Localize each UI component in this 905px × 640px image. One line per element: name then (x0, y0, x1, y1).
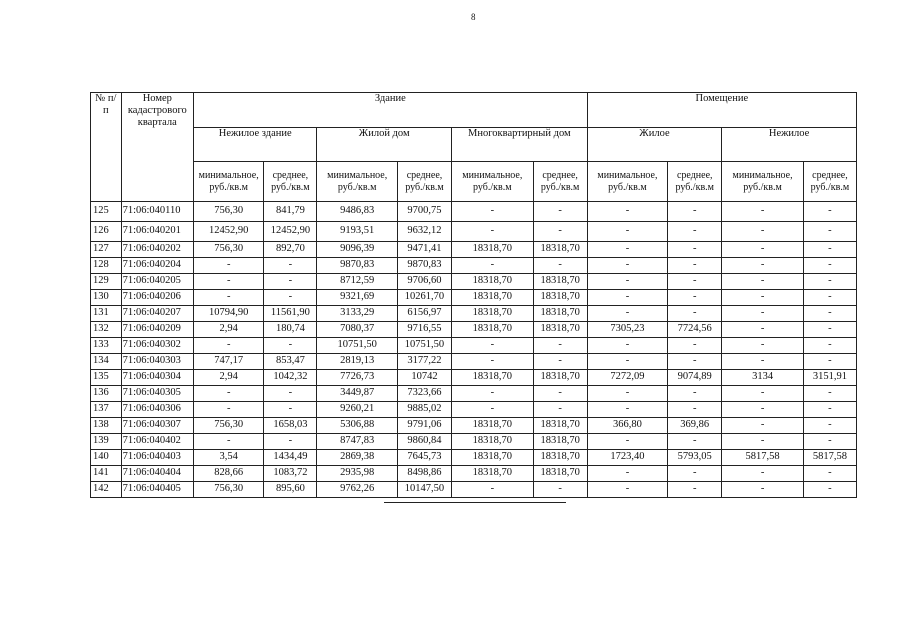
header-avg: среднее, руб./кв.м (264, 162, 317, 202)
row-number: 134 (91, 354, 122, 370)
value-cell: - (722, 434, 804, 450)
value-cell: 756,30 (194, 242, 264, 258)
value-cell: - (194, 258, 264, 274)
value-cell: 3449,87 (317, 386, 398, 402)
value-cell: 9260,21 (317, 402, 398, 418)
value-cell: - (587, 242, 668, 258)
value-cell: - (264, 338, 317, 354)
value-cell: 6156,97 (397, 306, 451, 322)
value-cell: 9096,39 (317, 242, 398, 258)
table-row (91, 370, 857, 386)
value-cell: 366,80 (587, 418, 668, 434)
value-cell: - (668, 274, 722, 290)
value-cell: 9074,89 (668, 370, 722, 386)
value-cell: 2,94 (194, 370, 264, 386)
value-cell: - (803, 338, 856, 354)
value-cell: 18318,70 (452, 418, 534, 434)
value-cell: - (668, 338, 722, 354)
value-cell: 3151,91 (803, 370, 856, 386)
value-cell: - (668, 386, 722, 402)
value-cell: 9471,41 (397, 242, 451, 258)
value-cell: 18318,70 (533, 450, 587, 466)
value-cell: - (533, 258, 587, 274)
value-cell: 10147,50 (397, 482, 451, 498)
header-num: № п/п (91, 93, 122, 202)
value-cell: - (722, 354, 804, 370)
value-cell: - (533, 354, 587, 370)
quarter-number: 71:06:040201 (121, 222, 193, 242)
header-min: минимальное, руб./кв.м (452, 162, 534, 202)
value-cell: 9791,06 (397, 418, 451, 434)
value-cell: - (264, 434, 317, 450)
header-min: минимальное, руб./кв.м (194, 162, 264, 202)
value-cell: - (803, 354, 856, 370)
value-cell: - (194, 338, 264, 354)
value-cell: - (452, 386, 534, 402)
value-cell: - (722, 402, 804, 418)
value-cell: - (533, 402, 587, 418)
value-cell: 1083,72 (264, 466, 317, 482)
row-number: 128 (91, 258, 122, 274)
cadastral-value-table (90, 92, 857, 498)
value-cell: - (668, 466, 722, 482)
value-cell: - (452, 258, 534, 274)
value-cell: - (587, 306, 668, 322)
value-cell: - (668, 306, 722, 322)
row-number: 126 (91, 222, 122, 242)
value-cell: - (452, 354, 534, 370)
value-cell: 3177,22 (397, 354, 451, 370)
header-premises: Помещение (587, 93, 856, 128)
quarter-number: 71:06:040207 (121, 306, 193, 322)
value-cell: 18318,70 (452, 466, 534, 482)
value-cell: - (452, 222, 534, 242)
value-cell: 9716,55 (397, 322, 451, 338)
value-cell: 1658,03 (264, 418, 317, 434)
value-cell: - (668, 258, 722, 274)
page-number: 8 (471, 12, 476, 22)
table-row (91, 290, 857, 306)
value-cell: 18318,70 (533, 418, 587, 434)
value-cell: 10794,90 (194, 306, 264, 322)
value-cell: - (722, 466, 804, 482)
value-cell: - (722, 386, 804, 402)
value-cell: 7305,23 (587, 322, 668, 338)
table-row (91, 386, 857, 402)
value-cell: 18318,70 (452, 274, 534, 290)
value-cell: 180,74 (264, 322, 317, 338)
value-cell: - (722, 338, 804, 354)
value-cell: - (587, 402, 668, 418)
value-cell: - (264, 290, 317, 306)
value-cell: - (803, 402, 856, 418)
bottom-rule (384, 502, 566, 503)
table-row (91, 258, 857, 274)
value-cell: 756,30 (194, 202, 264, 222)
value-cell: 10751,50 (397, 338, 451, 354)
value-cell: - (668, 222, 722, 242)
value-cell: - (803, 386, 856, 402)
value-cell: 9870,83 (317, 258, 398, 274)
value-cell: - (668, 402, 722, 418)
header-house: Жилой дом (317, 128, 452, 162)
value-cell: 18318,70 (533, 370, 587, 386)
value-cell: 1434,49 (264, 450, 317, 466)
value-cell: - (587, 222, 668, 242)
value-cell: - (722, 306, 804, 322)
value-cell: 9632,12 (397, 222, 451, 242)
value-cell: 10261,70 (397, 290, 451, 306)
value-cell: - (803, 466, 856, 482)
value-cell: 18318,70 (533, 306, 587, 322)
value-cell: 11561,90 (264, 306, 317, 322)
value-cell: 18318,70 (533, 466, 587, 482)
value-cell: - (722, 258, 804, 274)
table-row (91, 274, 857, 290)
value-cell: - (194, 386, 264, 402)
value-cell: 3,54 (194, 450, 264, 466)
value-cell: - (803, 322, 856, 338)
row-number: 137 (91, 402, 122, 418)
value-cell: - (803, 482, 856, 498)
value-cell: - (194, 290, 264, 306)
value-cell: 3134 (722, 370, 804, 386)
quarter-number: 71:06:040402 (121, 434, 193, 450)
value-cell: 5817,58 (722, 450, 804, 466)
row-number: 131 (91, 306, 122, 322)
value-cell: - (194, 434, 264, 450)
quarter-number: 71:06:040404 (121, 466, 193, 482)
value-cell: 2935,98 (317, 466, 398, 482)
value-cell: 18318,70 (452, 322, 534, 338)
header-nonres-building: Нежилое здание (194, 128, 317, 162)
value-cell: - (803, 418, 856, 434)
value-cell: 7323,66 (397, 386, 451, 402)
value-cell: - (533, 202, 587, 222)
value-cell: - (452, 402, 534, 418)
value-cell: 1042,32 (264, 370, 317, 386)
value-cell: 9860,84 (397, 434, 451, 450)
value-cell: - (587, 274, 668, 290)
row-number: 133 (91, 338, 122, 354)
value-cell: - (803, 202, 856, 222)
value-cell: 9885,02 (397, 402, 451, 418)
quarter-number: 71:06:040303 (121, 354, 193, 370)
quarter-number: 71:06:040307 (121, 418, 193, 434)
quarter-number: 71:06:040403 (121, 450, 193, 466)
value-cell: - (587, 482, 668, 498)
value-cell: - (587, 338, 668, 354)
value-cell: 7645,73 (397, 450, 451, 466)
table-row (91, 222, 857, 242)
value-cell: 18318,70 (452, 290, 534, 306)
header-min: минимальное, руб./кв.м (317, 162, 398, 202)
value-cell: - (533, 482, 587, 498)
value-cell: 12452,90 (264, 222, 317, 242)
value-cell: - (194, 402, 264, 418)
quarter-number: 71:06:040405 (121, 482, 193, 498)
value-cell: 7272,09 (587, 370, 668, 386)
value-cell: - (668, 354, 722, 370)
value-cell: - (803, 290, 856, 306)
value-cell: - (803, 434, 856, 450)
value-cell: - (452, 202, 534, 222)
value-cell: 9193,51 (317, 222, 398, 242)
row-number: 127 (91, 242, 122, 258)
value-cell: - (587, 290, 668, 306)
value-cell: - (722, 202, 804, 222)
value-cell: 2819,13 (317, 354, 398, 370)
quarter-number: 71:06:040302 (121, 338, 193, 354)
header-avg: среднее, руб./кв.м (397, 162, 451, 202)
value-cell: 756,30 (194, 482, 264, 498)
row-number: 142 (91, 482, 122, 498)
value-cell: 5793,05 (668, 450, 722, 466)
table-row (91, 354, 857, 370)
value-cell: - (533, 222, 587, 242)
value-cell: - (264, 402, 317, 418)
table-row (91, 242, 857, 258)
header-residential: Жилое (587, 128, 722, 162)
value-cell: - (803, 274, 856, 290)
value-cell: 10742 (397, 370, 451, 386)
value-cell: 7724,56 (668, 322, 722, 338)
value-cell: 18318,70 (452, 306, 534, 322)
table-row (91, 418, 857, 434)
quarter-number: 71:06:040110 (121, 202, 193, 222)
quarter-number: 71:06:040205 (121, 274, 193, 290)
value-cell: - (803, 242, 856, 258)
quarter-number: 71:06:040304 (121, 370, 193, 386)
row-number: 135 (91, 370, 122, 386)
value-cell: - (722, 222, 804, 242)
value-cell: - (722, 322, 804, 338)
value-cell: 895,60 (264, 482, 317, 498)
value-cell: 12452,90 (194, 222, 264, 242)
value-cell: 2,94 (194, 322, 264, 338)
value-cell: - (722, 482, 804, 498)
value-cell: - (533, 338, 587, 354)
value-cell: 18318,70 (533, 322, 587, 338)
row-number: 136 (91, 386, 122, 402)
value-cell: - (722, 242, 804, 258)
value-cell: 9870,83 (397, 258, 451, 274)
quarter-number: 71:06:040202 (121, 242, 193, 258)
value-cell: 8712,59 (317, 274, 398, 290)
value-cell: 18318,70 (452, 370, 534, 386)
table-row (91, 482, 857, 498)
value-cell: 10751,50 (317, 338, 398, 354)
value-cell: 756,30 (194, 418, 264, 434)
table-row (91, 466, 857, 482)
value-cell: - (803, 306, 856, 322)
value-cell: 18318,70 (452, 450, 534, 466)
value-cell: - (803, 258, 856, 274)
value-cell: - (803, 222, 856, 242)
value-cell: - (533, 386, 587, 402)
value-cell: 892,70 (264, 242, 317, 258)
row-number: 132 (91, 322, 122, 338)
value-cell: 841,79 (264, 202, 317, 222)
value-cell: - (722, 418, 804, 434)
header-avg: среднее, руб./кв.м (803, 162, 856, 202)
table-body (91, 202, 857, 498)
value-cell: 7726,73 (317, 370, 398, 386)
quarter-number: 71:06:040206 (121, 290, 193, 306)
value-cell: 853,47 (264, 354, 317, 370)
row-number: 138 (91, 418, 122, 434)
table-row (91, 434, 857, 450)
value-cell: - (668, 290, 722, 306)
table-row (91, 202, 857, 222)
value-cell: 747,17 (194, 354, 264, 370)
value-cell: - (587, 202, 668, 222)
value-cell: - (668, 482, 722, 498)
value-cell: 5817,58 (803, 450, 856, 466)
value-cell: - (194, 274, 264, 290)
header-avg: среднее, руб./кв.м (668, 162, 722, 202)
value-cell: - (587, 354, 668, 370)
table-row (91, 402, 857, 418)
header-min: минимальное, руб./кв.м (722, 162, 804, 202)
value-cell: - (587, 434, 668, 450)
header-avg: среднее, руб./кв.м (533, 162, 587, 202)
header-building: Здание (194, 93, 588, 128)
quarter-number: 71:06:040306 (121, 402, 193, 418)
value-cell: - (452, 338, 534, 354)
value-cell: 18318,70 (533, 434, 587, 450)
table-row (91, 450, 857, 466)
row-number: 125 (91, 202, 122, 222)
value-cell: 8747,83 (317, 434, 398, 450)
value-cell: 8498,86 (397, 466, 451, 482)
header-nonresidential: Нежилое (722, 128, 857, 162)
row-number: 129 (91, 274, 122, 290)
value-cell: - (587, 258, 668, 274)
value-cell: - (668, 202, 722, 222)
value-cell: - (668, 434, 722, 450)
quarter-number: 71:06:040204 (121, 258, 193, 274)
value-cell: - (264, 386, 317, 402)
value-cell: - (452, 482, 534, 498)
row-number: 139 (91, 434, 122, 450)
value-cell: - (668, 242, 722, 258)
header-quarter: Номер кадастрового квартала (121, 93, 193, 202)
value-cell: - (587, 386, 668, 402)
value-cell: - (722, 274, 804, 290)
value-cell: 3133,29 (317, 306, 398, 322)
value-cell: 18318,70 (533, 242, 587, 258)
header-min: минимальное, руб./кв.м (587, 162, 668, 202)
value-cell: - (264, 274, 317, 290)
table-row (91, 338, 857, 354)
value-cell: 828,66 (194, 466, 264, 482)
row-number: 141 (91, 466, 122, 482)
value-cell: 5306,88 (317, 418, 398, 434)
value-cell: 18318,70 (533, 274, 587, 290)
value-cell: - (264, 258, 317, 274)
row-number: 130 (91, 290, 122, 306)
value-cell: 7080,37 (317, 322, 398, 338)
value-cell: - (587, 466, 668, 482)
value-cell: 9321,69 (317, 290, 398, 306)
quarter-number: 71:06:040305 (121, 386, 193, 402)
value-cell: 18318,70 (452, 242, 534, 258)
table-row (91, 306, 857, 322)
value-cell: 9700,75 (397, 202, 451, 222)
quarter-number: 71:06:040209 (121, 322, 193, 338)
value-cell: 2869,38 (317, 450, 398, 466)
value-cell: 369,86 (668, 418, 722, 434)
row-number: 140 (91, 450, 122, 466)
value-cell: 18318,70 (452, 434, 534, 450)
value-cell: 18318,70 (533, 290, 587, 306)
header-apartment-building: Многоквартирный дом (452, 128, 588, 162)
value-cell: 1723,40 (587, 450, 668, 466)
value-cell: 9706,60 (397, 274, 451, 290)
value-cell: - (722, 290, 804, 306)
value-cell: 9486,83 (317, 202, 398, 222)
value-cell: 9762,26 (317, 482, 398, 498)
table-row (91, 322, 857, 338)
